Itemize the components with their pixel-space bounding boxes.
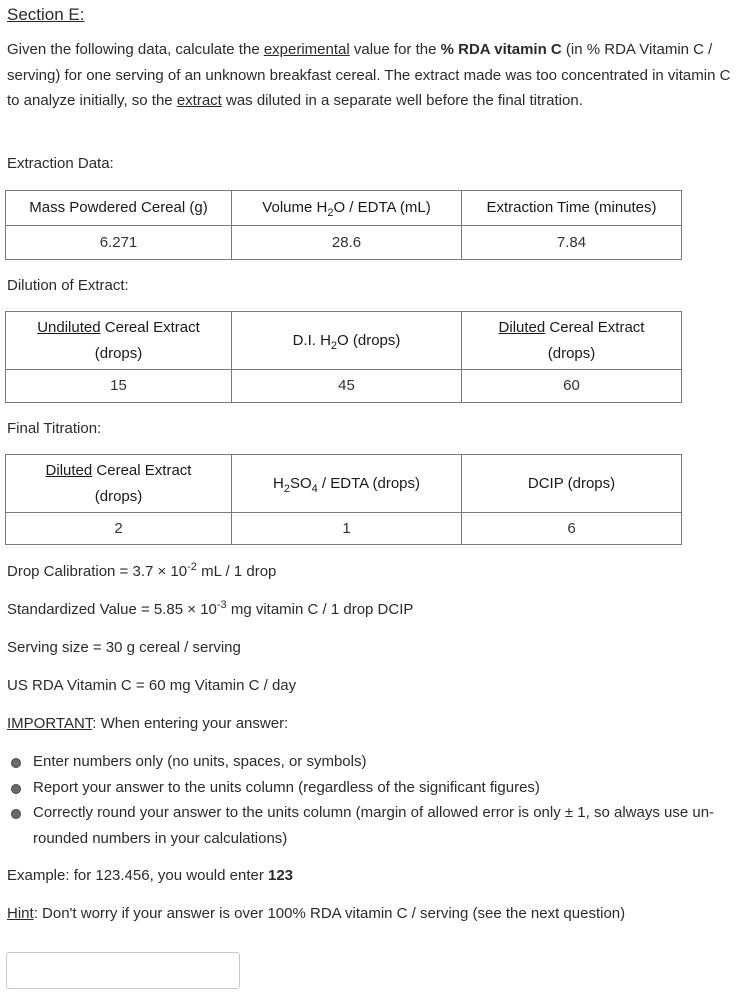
std-unit: mg vitamin C / 1 drop DCIP xyxy=(226,601,414,618)
list-item: Report your answer to the units column (regardless of the significant figures) xyxy=(7,775,752,801)
std-text: Standardized Value = 5.85 × 10 xyxy=(7,601,217,618)
rda-term: % RDA vitamin C xyxy=(440,41,562,58)
list-item: Correctly round your answer to the units column (margin of allowed error is only ± 1, so always use un-rounded numbers in your calculations) xyxy=(7,800,752,851)
header-undiluted xyxy=(6,312,232,370)
titration-diluted-term: Diluted xyxy=(45,462,93,479)
undiluted-rest: Cereal Extract xyxy=(100,319,200,336)
hint-label: Hint xyxy=(7,905,34,922)
dilution-label: Dilution of Extract: xyxy=(7,277,129,294)
water-rest: O (drops) xyxy=(337,331,401,349)
cell-mass: 6.271 xyxy=(6,226,232,260)
drop-calibration xyxy=(7,559,276,585)
acid-sub-1: 2 xyxy=(283,482,290,495)
std-exp: -3 xyxy=(216,599,227,611)
acid-h: H xyxy=(272,474,284,492)
extract-term: extract xyxy=(176,92,222,109)
cell-dcip: 6 xyxy=(462,513,682,545)
cell-water: 45 xyxy=(232,370,462,403)
experimental-term: experimental xyxy=(263,41,350,58)
example-value: 123 xyxy=(268,867,294,884)
titration-table xyxy=(5,454,682,545)
intro-text-1: Given the following data, calculate the xyxy=(7,41,264,58)
diluted-unit: (drops) xyxy=(547,344,596,362)
header-acid xyxy=(232,455,462,513)
intro-paragraph xyxy=(7,37,747,114)
cell-diluted: 60 xyxy=(462,370,682,403)
drop-cal-exp: -2 xyxy=(187,561,197,573)
titration-diluted-rest: Cereal Extract xyxy=(92,462,192,479)
diluted-rest: Cereal Extract xyxy=(545,319,645,336)
example-text: Example: for 123.456, you would enter xyxy=(7,867,268,884)
header-diluted xyxy=(462,312,682,370)
drop-cal-text: Drop Calibration = 3.7 × 10 xyxy=(7,563,188,580)
undiluted-term: Undiluted xyxy=(37,319,101,336)
dilution-table xyxy=(5,311,682,403)
cell-undiluted: 15 xyxy=(6,370,232,403)
important-label: IMPORTANT xyxy=(7,715,93,732)
example-line xyxy=(7,863,293,889)
extraction-label: Extraction Data: xyxy=(7,155,114,172)
section-title: Section E: xyxy=(7,5,85,24)
intro-text-3: (in % RDA Vitamin C / serving) for one serving of an unknown breakfast cereal. The extract made was too concentrated in vitamin C to analyze initially, so the xyxy=(7,41,731,109)
header-water xyxy=(232,312,462,370)
standardized-value xyxy=(7,597,413,623)
header-volume xyxy=(232,191,462,226)
extraction-table xyxy=(5,190,682,260)
water-h: D.I. H xyxy=(292,331,331,349)
cell-titration-diluted: 2 xyxy=(6,513,232,545)
cell-volume: 28.6 xyxy=(232,226,462,260)
instruction-list xyxy=(7,749,752,851)
intro-text-4: was diluted in a separate well before the final titration. xyxy=(221,92,583,109)
important-line xyxy=(7,711,288,737)
undiluted-unit: (drops) xyxy=(94,344,143,362)
serving-size: Serving size = 30 g cereal / serving xyxy=(7,639,241,656)
titration-diluted-unit: (drops) xyxy=(94,487,143,505)
cell-time: 7.84 xyxy=(462,226,682,260)
hint-rest: : Don't worry if your answer is over 100% RDA vitamin C / serving (see the next question) xyxy=(33,905,626,922)
diluted-term: Diluted xyxy=(498,319,546,336)
volume-rest: O / EDTA (mL) xyxy=(333,199,431,217)
important-rest: : When entering your answer: xyxy=(92,715,289,732)
header-time: Extraction Time (minutes) xyxy=(462,191,682,226)
header-titration-diluted xyxy=(6,455,232,513)
cell-acid: 1 xyxy=(232,513,462,545)
acid-so: SO xyxy=(289,474,312,492)
volume-sub: 2 xyxy=(327,207,334,220)
titration-label: Final Titration: xyxy=(7,420,102,437)
intro-text-2: value for the xyxy=(349,41,441,58)
header-mass: Mass Powdered Cereal (g) xyxy=(6,191,232,226)
list-item: Enter numbers only (no units, spaces, or symbols) xyxy=(7,749,752,775)
water-sub: 2 xyxy=(330,339,338,352)
volume-h: Volume H xyxy=(262,199,328,217)
us-rda: US RDA Vitamin C = 60 mg Vitamin C / day xyxy=(7,677,297,694)
acid-rest: / EDTA (drops) xyxy=(317,474,421,492)
acid-sub-2: 4 xyxy=(311,482,318,495)
drop-cal-unit: mL / 1 drop xyxy=(196,563,277,580)
answer-input[interactable] xyxy=(6,952,240,989)
header-dcip: DCIP (drops) xyxy=(462,455,682,513)
hint-line xyxy=(7,901,625,927)
